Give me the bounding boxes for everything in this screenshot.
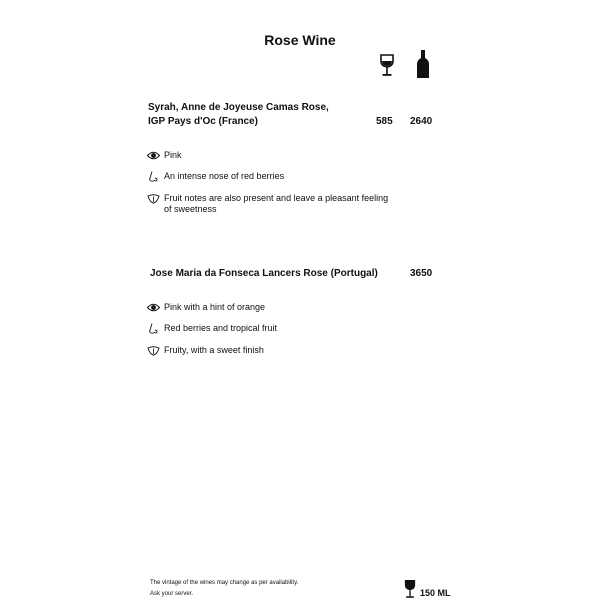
palate-icon [147,193,160,204]
palate-icon [147,345,160,356]
tasting-note-nose: An intense nose of red berries [147,171,394,182]
page-title: Rose Wine [264,32,336,48]
glass-size-label: 150 ML [420,588,451,598]
wine-name-line1: Syrah, Anne de Joyeuse Camas Rose, [148,102,329,113]
price-bottle: 2640 [410,116,433,127]
wine-glass-icon [380,54,394,77]
wine-bottle-icon [416,50,430,78]
price-glass: 585 [376,116,393,127]
wine-name-line2: IGP Pays d'Oc (France) [148,116,259,127]
eye-icon [147,150,160,161]
tasting-note-appearance: Pink with a hint of orange [147,302,394,313]
tasting-note-nose: Red berries and tropical fruit [147,323,394,334]
price-bottle: 3650 [410,268,433,279]
wine-name-line1: Jose Maria da Fonseca Lancers Rose (Portugal) [150,268,378,279]
eye-icon [147,302,160,313]
tasting-note-palate: Fruity, with a sweet finish [147,345,394,356]
nose-icon [147,323,160,334]
wine-glass-icon [404,579,416,599]
tasting-note-palate: Fruit notes are also present and leave a pleasant feeling of sweetness [147,193,394,215]
tasting-note-appearance: Pink [147,150,394,161]
footer-disclaimer: The vintage of the wines may change as per availability. Ask your server. [150,580,299,597]
nose-icon [147,171,160,182]
